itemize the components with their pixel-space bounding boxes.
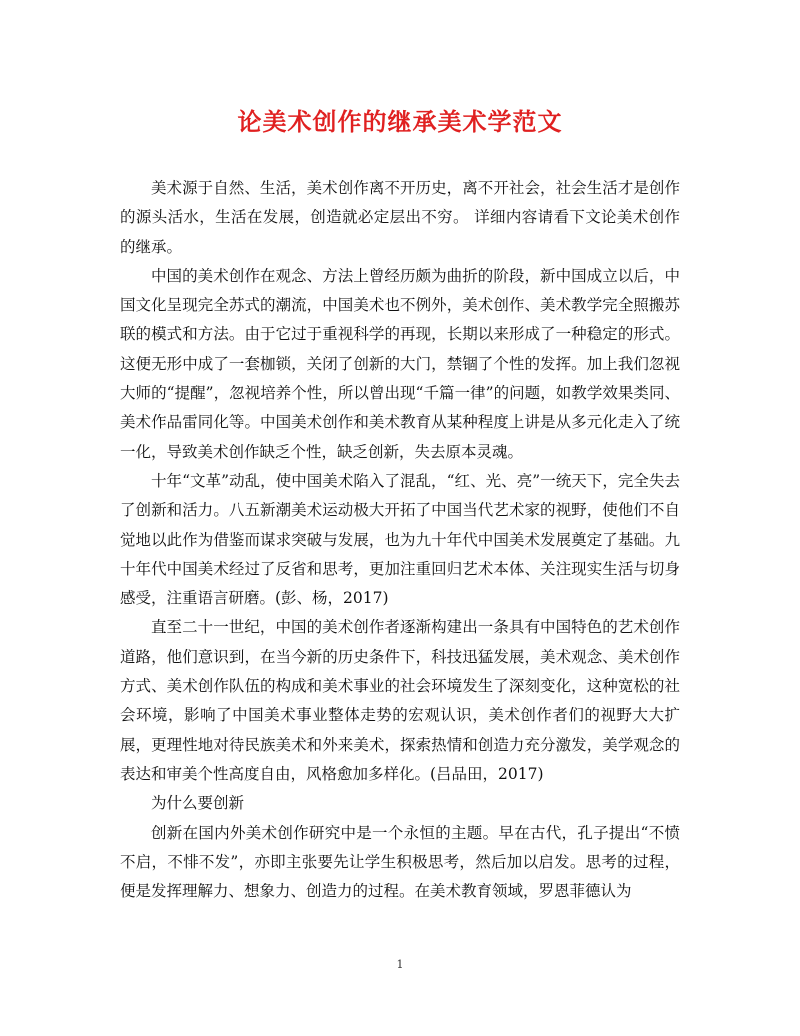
section-heading-why-innovate: 为什么要创新 [151, 794, 245, 813]
document-body [120, 174, 680, 906]
paragraph-history: 中国的美术创作在观念、方法上曾经历颇为曲折的阶段，新中国成立以后，中国文化呈现完全苏式的潮流，中国美术也不例外，美术创作、美术教学完全照搬苏联的模式和方法。由于它过于重视科学的再现，长期以来形成了一种稳定的形式。这便无形中成了一套枷锁，关闭了创新的大门，禁锢了个性的发挥。加上我们忽视大师的“提醒”，忽视培养个性，所以曾出现“千篇一律”的问题，如教学效果类同、美术作品雷同化等。中国美术创作和美术教育从某种程度上讲是从多元化走入了统一化，导致美术创作缺乏个性，缺乏创新，失去原本灵魂。 [120, 266, 680, 461]
paragraph-21st-century: 直至二十一世纪，中国的美术创作者逐渐构建出一条具有中国特色的艺术创作道路，他们意识到，在当今新的历史条件下，科技迅猛发展，美术观念、美术创作方式、美术创作队伍的构成和美术事业的社会环境发生了深刻变化，这种宽松的社会环境，影响了中国美术事业整体走势的宏观认识，美术创作者们的视野大大扩展，更理性地对待民族美术和外来美术，探索热情和创造力充分激发，美学观念的表达和审美个性高度自由，风格愈加多样化。(吕品田，2017) [120, 618, 680, 783]
page-number: 1 [396, 958, 404, 971]
document-title: 论美术创作的继承美术学范文 [237, 107, 563, 136]
paragraph-intro: 美术源于自然、生活，美术创作离不开历史，离不开社会，社会生活才是创作的源头活水，生活在发展，创造就必定层出不穷。 详细内容请看下文论美术创作的继承。 [120, 179, 680, 256]
paragraph-cultural-revolution: 十年“文革”动乱，使中国美术陷入了混乱，“红、光、亮”一统天下，完全失去了创新和活力。八五新潮美术运动极大开拓了中国当代艺术家的视野，使他们不自觉地以此作为借鉴而谋求突破与发展，也为九十年代中国美术发展奠定了基础。九十年代中国美术经过了反省和思考，更加注重回归艺术本体、关注现实生活与切身感受，注重语言研磨。(彭、杨，2017) [120, 471, 680, 608]
paragraph-innovation: 创新在国内外美术创作研究中是一个永恒的主题。早在古代，孔子提出“不愤不启，不悱不发”，亦即主张要先让学生积极思考，然后加以启发。思考的过程，便是发挥理解力、想象力、创造力的过程。在美术教育领域，罗恩菲德认为 [120, 823, 680, 901]
